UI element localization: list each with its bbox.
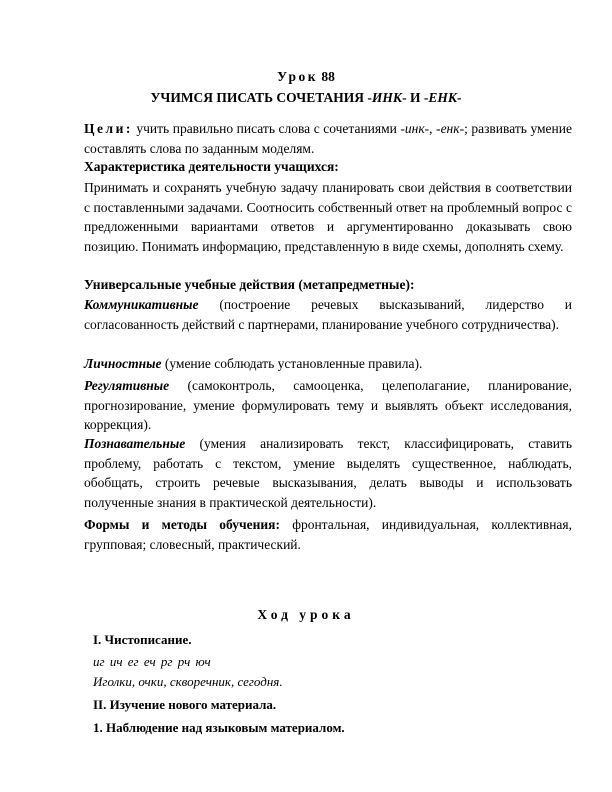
penmanship-words: Иголки, очки, скворечник, сегодня.	[93, 674, 283, 689]
goals-paragraph: Цели: учить правильно писать слова с сочетаниями -инк-, -енк-; развивать умение составлять слова по заданным моделям.	[84, 121, 572, 156]
lesson-title: УЧИМСЯ ПИСАТЬ СОЧЕТАНИЯ -ИНК- И -ЕНК-	[150, 90, 462, 105]
penmanship-letters: иг ич ег еч рг рч юч	[93, 654, 211, 669]
section-penmanship: I. Чистописание.	[93, 632, 192, 647]
forms-paragraph: Формы и методы обучения: фронтальная, индивидуальная, коллективная, групповая; словесный, практический.	[84, 517, 572, 552]
uud-heading: Универсальные учебные действия (метапредметные):	[84, 277, 415, 292]
communicative-paragraph: Коммуникативные (построение речевых высказываний, лидерство и согласованность действий с партнерами, планирование учебного сотрудничества).	[84, 297, 572, 332]
lesson-flow-heading: Ход урока	[257, 607, 355, 622]
lesson-number: Урок 88	[277, 69, 335, 84]
characteristics-text: Принимать и сохранять учебную задачу планировать свои действия в соответствии с поставленными задачами. Соотносить собственный ответ на проблемный вопрос с предложенными вариантами ответов и аргументированно доказывать свою позицию. Понимать информацию, представленную в виде схемы, дополнять схему.	[84, 180, 572, 254]
cognitive-paragraph: Познавательные (умения анализировать текст, классифицировать, ставить проблему, работать с текстом, умение выделять существенное, наблюдать, обобщать, строить речевые высказывания, делать выводы и использовать полученные знания в практической деятельности).	[84, 436, 572, 510]
section-observation: 1. Наблюдение над языковым материалом.	[93, 720, 345, 735]
personal-paragraph: Личностные (умение соблюдать установленные правила).	[84, 356, 423, 371]
characteristics-heading: Характеристика деятельности учащихся:	[84, 159, 339, 174]
goals-label: Цели:	[84, 121, 133, 136]
section-new-material: II. Изучение нового материала.	[93, 697, 277, 712]
regulative-paragraph: Регулятивные (самоконтроль, самооценка, целеполагание, планирование, прогнозирование, умение формулировать тему и выявлять объект исследования, коррекция).	[84, 378, 572, 433]
